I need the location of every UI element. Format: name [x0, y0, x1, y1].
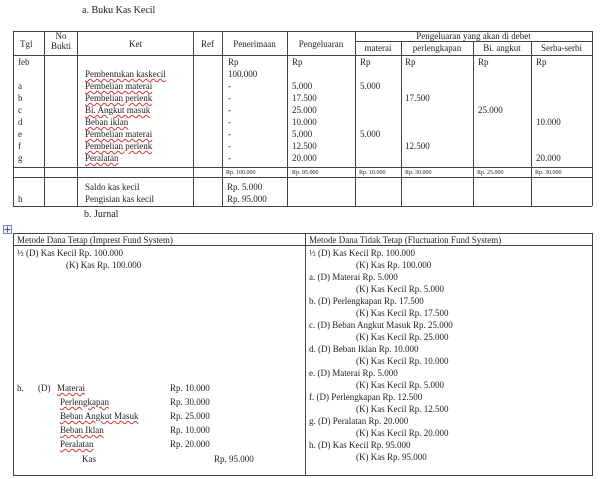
left-journal-line-2: (K) Kas Rp. 100.000 [66, 260, 142, 270]
cell-pengeluaran: 17.500 [292, 93, 317, 103]
cell-tgl: c [18, 105, 22, 115]
cell-penerimaan: - [228, 129, 231, 139]
cell-tgl: e [18, 129, 22, 139]
total-perlengkapan: Rp. 30.000 [405, 170, 432, 176]
right-journal-credit-line: (K) Kas Kecil Rp. 25.000 [356, 332, 449, 342]
cell-ket: Pembelian perlenk [85, 141, 153, 151]
cell-tgl: g [18, 153, 23, 163]
total-bi-angkut: Rp. 25.000 [477, 170, 504, 176]
cell-pengeluaran: 25.000 [292, 105, 317, 115]
cell-penerimaan: - [228, 117, 231, 127]
right-journal-debit-line: a. (D) Materai Rp. 5.000 [309, 272, 398, 282]
left-h-prefix: h. [17, 383, 24, 393]
col-header-pengeluaran-debet: Pengeluaran yang akan di debet [416, 31, 531, 41]
right-journal-credit-line: (K) Kas Kecil Rp. 5.000 [356, 380, 444, 390]
cell-pengeluaran: 10.000 [292, 117, 317, 127]
left-h-account: Materai [57, 383, 85, 393]
pengisian-label: Pengisian kas kecil [85, 194, 154, 204]
left-h-amount: Rp. 20.000 [170, 439, 210, 449]
cell-pengeluaran: 20.000 [292, 153, 317, 163]
col-header-tgl: Tgl [20, 39, 33, 49]
cell-pengeluaran: 5.000 [292, 129, 313, 139]
cell-ket: Peralatan [85, 153, 119, 163]
cell-tgl: b [18, 93, 23, 103]
right-journal-credit-line: (K) Kas Kecil Rp. 17.500 [356, 308, 449, 318]
right-journal-debit-line: b. (D) Perlengkapan Rp. 17.500 [309, 296, 424, 306]
col-header-ref: Ref [201, 39, 214, 49]
cell-pengeluaran: 5.000 [292, 81, 313, 91]
cell-penerimaan: - [228, 93, 231, 103]
pengisian-value: Rp. 95.000 [227, 194, 267, 204]
cell-bi-angkut: 25.000 [478, 105, 503, 115]
total-serba-serbi: Rp. 30.000 [535, 170, 562, 176]
cell-serba-serbi: 20.000 [536, 153, 561, 163]
cell-materai: 5.000 [360, 81, 381, 91]
left-h-account: Perlengkapan [60, 397, 109, 407]
cell-penerimaan: - [228, 153, 231, 163]
right-journal-debit-line: g. (D) Peralatan Rp. 20.000 [309, 416, 409, 426]
cell-penerimaan: - [228, 105, 231, 115]
right-journal-credit-line: (K) Kas Rp. 100.000 [356, 260, 432, 270]
cell-pengeluaran: Rp [292, 57, 303, 67]
cell-tgl: feb [18, 57, 30, 67]
cell-penerimaan: - [228, 141, 231, 151]
col-header-no-bukti: No Bukti [50, 31, 71, 51]
left-h-dk: (D) [38, 383, 51, 393]
col-header-bi-angkut: Bi. angkut [483, 43, 521, 53]
total-penerimaan: Rp. 100.000 [226, 170, 256, 176]
cell-ket: Pembentukan kaskecil [85, 69, 166, 79]
section-a-title: a. Buku Kas Kecil [82, 5, 156, 16]
cell-tgl: f [18, 141, 21, 151]
cell-perlengkapan: 17.500 [405, 93, 430, 103]
cell-penerimaan: 100.000 [228, 69, 258, 79]
cell-ket: Beban iklan [85, 117, 129, 127]
left-h-kas-name: Kas [82, 454, 96, 464]
col-header-materai: materai [364, 43, 392, 53]
left-h-amount: Rp. 30.000 [170, 397, 210, 407]
saldo-label: Saldo kas kecil [85, 182, 140, 192]
section-b-title: b. Jurnal [84, 209, 119, 220]
col-header-ket: Ket [129, 39, 142, 49]
col-header-penerimaan: Penerimaan [233, 39, 276, 49]
left-method-header: Metode Dana Tetap (Imprest Fund System) [17, 235, 173, 245]
col-header-pengeluaran: Pengeluaran [298, 39, 344, 49]
cell-ket: Pembelian materai [85, 129, 153, 139]
right-journal-credit-line: (K) Kas Kecil Rp. 12.500 [356, 404, 449, 414]
cell-tgl: d [18, 117, 23, 127]
right-journal-debit-line: c. (D) Beban Angkut Masuk Rp. 25.000 [309, 320, 453, 330]
left-h-account: Peralatan [60, 439, 94, 449]
right-journal-credit-line: (K) Kas Kecil Rp. 20.000 [356, 428, 449, 438]
cell-materai: 5.000 [360, 129, 381, 139]
left-h-account: Beban Iklan [60, 425, 104, 435]
right-journal-debit-line: e. (D) Materai Rp. 5.000 [309, 368, 398, 378]
col-header-perlengkapan: perlengkapan [412, 43, 462, 53]
left-h-amount: Rp. 10.000 [170, 425, 210, 435]
cell-serba-serbi: 10.000 [536, 117, 561, 127]
total-pengeluaran: Rp. 95.000 [292, 170, 319, 176]
left-h-amount: Rp. 10.000 [170, 383, 210, 393]
right-journal-debit-line: ½ (D) Kas Kecil Rp. 100.000 [309, 248, 415, 258]
left-h-account: Beban Angkut Masuk [60, 411, 139, 421]
cell-ket: Pembelian materai [85, 81, 153, 91]
right-journal-debit-line: h. (D) Kas Kecil Rp. 95.000 [309, 440, 411, 450]
saldo-value: Rp. 5.000 [227, 182, 263, 192]
right-journal-debit-line: f. (D) Perlengkapan Rp. 12.500 [309, 392, 423, 402]
cell-bi-angkut: Rp [478, 57, 489, 67]
right-journal-credit-line: (K) Kas Kecil Rp. 5.000 [356, 284, 444, 294]
total-materai: Rp. 10.000 [359, 170, 386, 176]
right-journal-debit-line: d. (D) Beban Iklan Rp. 10.000 [309, 344, 419, 354]
right-method-header: Metode Dana Tidak Tetap (Fluctuation Fund System) [309, 235, 502, 245]
right-journal-credit-line: (K) Kas Rp. 95.000 [356, 452, 427, 462]
right-journal-credit-line: (K) Kas Kecil Rp. 10.000 [356, 356, 449, 366]
left-journal-line-1: ½ (D) Kas Kecil Rp. 100.000 [17, 248, 123, 258]
cell-materai: Rp [360, 57, 371, 67]
left-h-amount: Rp. 25.000 [170, 411, 210, 421]
cell-perlengkapan: Rp [405, 57, 416, 67]
col-header-serba-serbi: Serba-serbi [541, 43, 582, 53]
cell-ket: Bi. Angkut masuk [85, 105, 151, 115]
cell-ket: Pembelian perlenk [85, 93, 153, 103]
cell-penerimaan: - [228, 81, 231, 91]
left-h-kas-amount: Rp. 95.000 [214, 454, 254, 464]
cell-pengeluaran: 12.500 [292, 141, 317, 151]
cell-tgl: a [18, 81, 22, 91]
cell-perlengkapan: 12.500 [405, 141, 430, 151]
pengisian-tgl: h [18, 194, 23, 204]
cell-serba-serbi: Rp [536, 57, 547, 67]
cell-penerimaan: Rp [228, 57, 239, 67]
move-handle-icon[interactable] [3, 225, 12, 234]
